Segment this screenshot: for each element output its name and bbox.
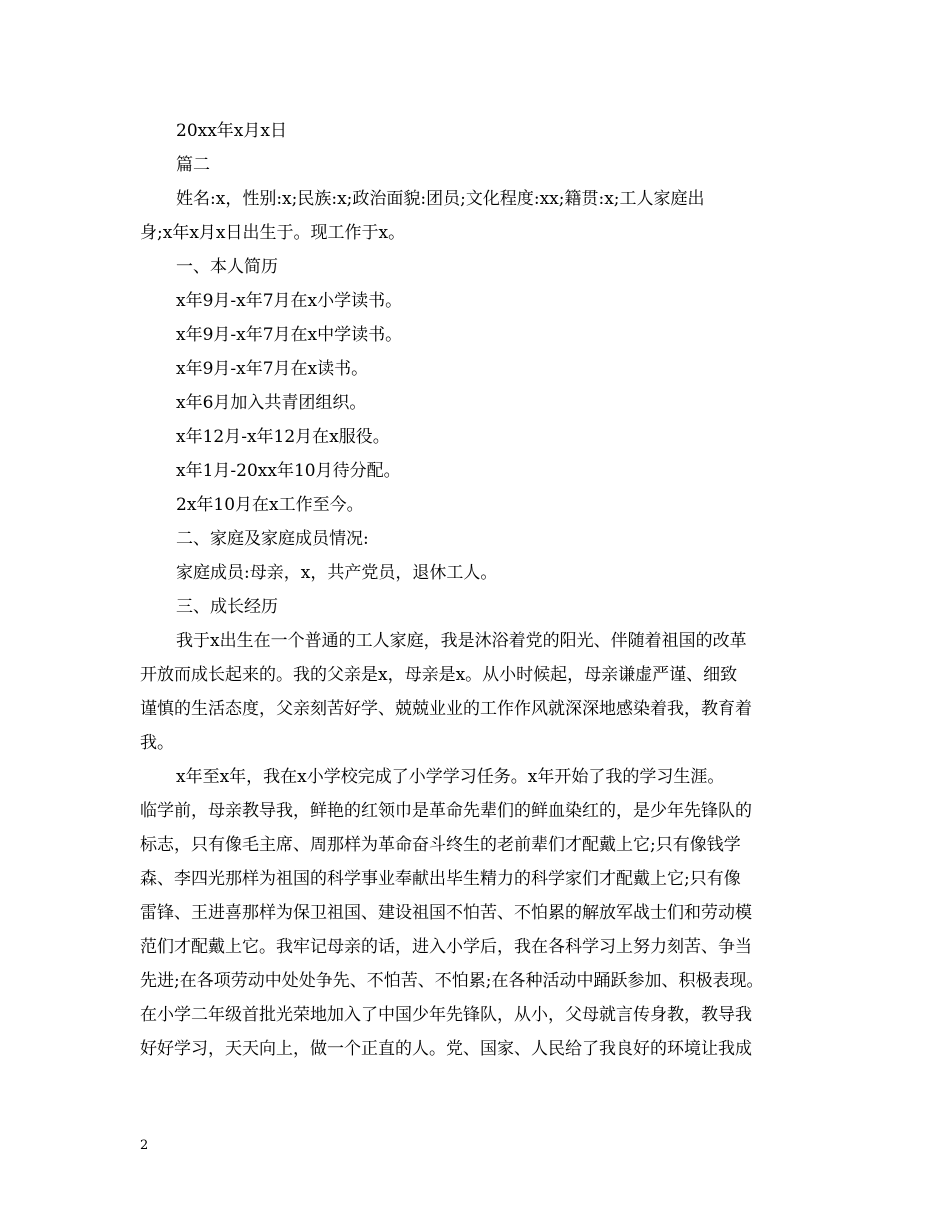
text-line: 姓名:x，性别:x;民族:x;政治面貌:团员;文化程度:xx;籍贯:x;工人家庭出: [176, 189, 705, 209]
text-line: 在小学二年级首批光荣地加入了中国少年先锋队，从小，父母就言传身教，教导我: [140, 1005, 752, 1025]
family-member-line: 家庭成员:母亲，x，共产党员，退休工人。: [176, 563, 498, 583]
text-line: 我于x出生在一个普通的工人家庭，我是沐浴着党的阳光、伴随着祖国的改革: [176, 631, 747, 651]
heading-resume: 一、本人简历: [176, 257, 278, 277]
text-line: 身;x年x月x日出生于。现工作于x。: [140, 223, 406, 243]
resume-item: x年9月-x年7月在x小学读书。: [176, 291, 403, 311]
resume-item: x年12月-x年12月在x服役。: [176, 427, 390, 447]
resume-item: 2x年10月在x工作至今。: [176, 495, 364, 515]
growth-paragraph-1: [140, 624, 810, 760]
intro-paragraph: [140, 182, 810, 250]
heading-growth: 三、成长经历: [176, 597, 278, 617]
text-line: 雷锋、王进喜那样为保卫祖国、建设祖国不怕苦、不怕累的解放军战士们和劳动模: [140, 903, 752, 923]
resume-item: x年6月加入共青团组织。: [176, 393, 367, 413]
text-line: 先进;在各项劳动中处处争先、不怕苦、不怕累;在各种活动中踊跃参加、积极表现。: [140, 971, 764, 991]
heading-family: 二、家庭及家庭成员情况:: [176, 529, 369, 549]
text-line: x年至x年，我在x小学校完成了小学学习任务。x年开始了我的学习生涯。: [176, 767, 725, 787]
text-line: 标志，只有像毛主席、周那样为革命奋斗终生的老前辈们才配戴上它;只有像钱学: [140, 835, 741, 855]
text-line: 好好学习，天天向上，做一个正直的人。党、国家、人民给了我良好的环境让我成: [140, 1039, 752, 1059]
section-title: 篇二: [176, 155, 210, 175]
resume-item: x年9月-x年7月在x中学读书。: [176, 325, 403, 345]
page-number: 2: [140, 1138, 149, 1153]
document-body: [140, 114, 810, 1066]
text-line: 谨慎的生活态度，父亲刻苦好学、兢兢业业的工作作风就深深地感染着我，教育着: [140, 699, 752, 719]
text-line: 森、李四光那样为祖国的科学事业奉献出毕生精力的科学家们才配戴上它;只有像: [140, 869, 741, 889]
resume-item: x年1月-20xx年10月待分配。: [176, 461, 401, 481]
text-line: 开放而成长起来的。我的父亲是x，母亲是x。从小时候起，母亲谦虚严谨、细致: [140, 665, 738, 685]
text-line: 我。: [140, 733, 174, 753]
text-line: 范们才配戴上它。我牢记母亲的话，进入小学后，我在各科学习上努力刻苦、争当: [140, 937, 752, 957]
resume-item: x年9月-x年7月在x读书。: [176, 359, 369, 379]
date-line: 20xx年x月x日: [176, 121, 287, 141]
growth-paragraph-2: [140, 760, 810, 1066]
text-line: 临学前，母亲教导我，鲜艳的红领巾是革命先辈们的鲜血染红的，是少年先锋队的: [140, 801, 752, 821]
